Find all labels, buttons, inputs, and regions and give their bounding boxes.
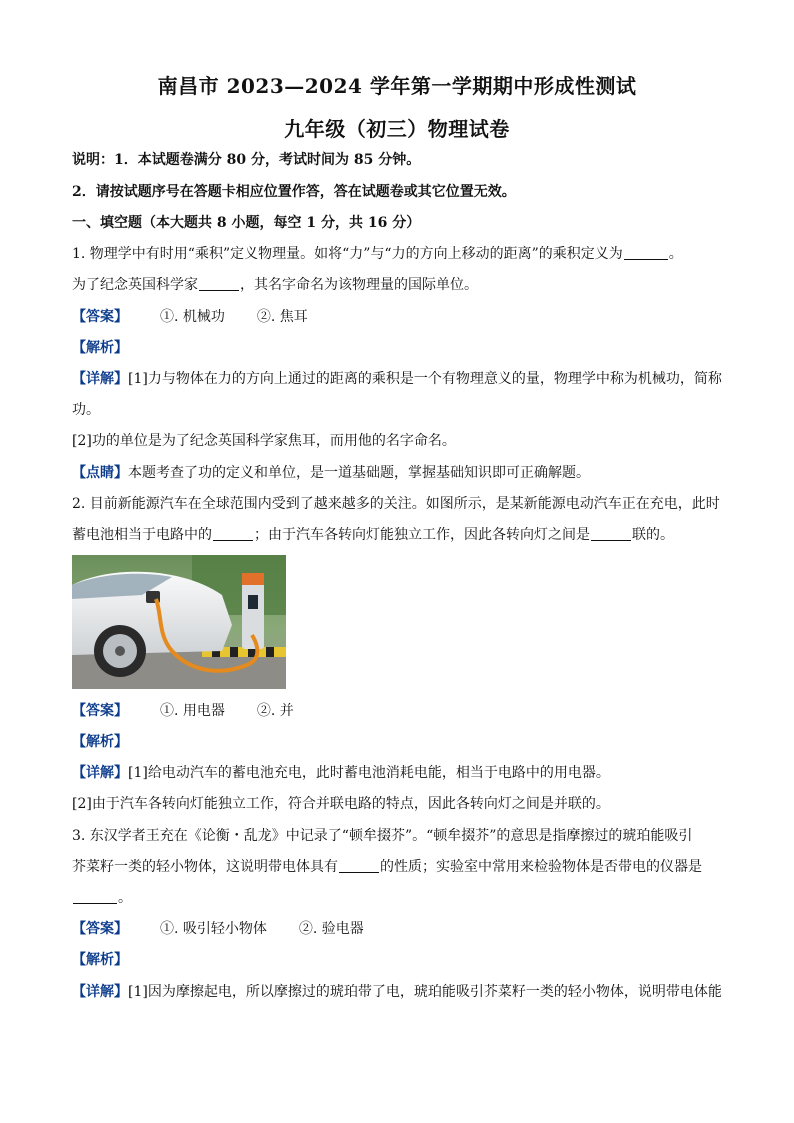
note-2: 2．请按试题序号在答题卡相应位置作答，答在试题卷或其它位置无效。	[72, 184, 516, 200]
answer-blank	[339, 858, 379, 873]
q2-answer: 【答案】 ①. 用电器 ②. 并	[72, 703, 294, 719]
q3-detail: 【详解】[1]因为摩擦起电，所以摩擦过的琥珀带了电，琥珀能吸引芥菜籽一类的轻小物体，说明带电体能	[72, 984, 722, 1000]
exam-title: 南昌市 2023—2024 学年第一学期期中形成性测试	[157, 74, 637, 98]
q2-analysis: 【解析】	[72, 734, 128, 750]
ev-charging-photo	[72, 555, 286, 689]
q1-line-2: 为了纪念英国科学家 ，其名字命名为该物理量的国际单位。	[72, 277, 478, 293]
note-1: 说明：1．本试题卷满分 80 分，考试时间为 85 分钟。	[72, 152, 421, 168]
q2-line-2: 蓄电池相当于电路中的 ；由于汽车各转向灯能独立工作，因此各转向灯之间是 联的。	[72, 527, 674, 543]
answer-blank	[213, 526, 253, 541]
q1-answer: 【答案】 ①. 机械功 ②. 焦耳	[72, 309, 308, 325]
answer-blank	[591, 526, 631, 541]
q2-line-1: 2. 目前新能源汽车在全球范围内受到了越来越多的关注。如图所示，是某新能源电动汽车正在充电，此时	[72, 496, 720, 512]
q3-line-2: 芥菜籽一类的轻小物体，这说明带电体具有 的性质；实验室中常用来检验物体是否带电的仪器是	[72, 859, 702, 875]
q3-answer: 【答案】 ①. 吸引轻小物体 ②. 验电器	[72, 921, 364, 937]
q1-analysis: 【解析】	[72, 340, 128, 356]
section-heading: 一、填空题（本大题共 8 小题，每空 1 分，共 16 分）	[72, 215, 421, 231]
q1-line-1: 1. 物理学中有时用“乘积”定义物理量。如将“力”与“力的方向上移动的距离”的乘积定义为 。	[72, 246, 683, 262]
answer-blank	[624, 245, 668, 260]
answer-blank	[199, 276, 239, 291]
q1-detail-cont: 功。	[72, 402, 100, 418]
answer-blank	[73, 889, 117, 904]
exam-subtitle: 九年级（初三）物理试卷	[284, 117, 510, 141]
q1-detail: 【详解】[1]力与物体在力的方向上通过的距离的乘积是一个有物理意义的量，物理学中称为机械功，简称	[72, 371, 722, 387]
q2-detail-2: [2]由于汽车各转向灯能独立工作，符合并联电路的特点，因此各转向灯之间是并联的。	[72, 796, 610, 812]
q1-point: 【点睛】本题考查了功的定义和单位，是一道基础题，掌握基础知识即可正确解题。	[72, 465, 590, 481]
q2-detail: 【详解】[1]给电动汽车的蓄电池充电，此时蓄电池消耗电能，相当于电路中的用电器。	[72, 765, 610, 781]
q1-detail-2: [2]功的单位是为了纪念英国科学家焦耳，而用他的名字命名。	[72, 433, 456, 449]
q3-analysis: 【解析】	[72, 952, 128, 968]
q3-line-1: 3. 东汉学者王充在《论衡・乱龙》中记录了“顿牟掇芥”。“顿牟掇芥”的意思是指摩擦过的琥珀能吸引	[72, 828, 693, 844]
q3-line-3: 。	[72, 888, 732, 908]
